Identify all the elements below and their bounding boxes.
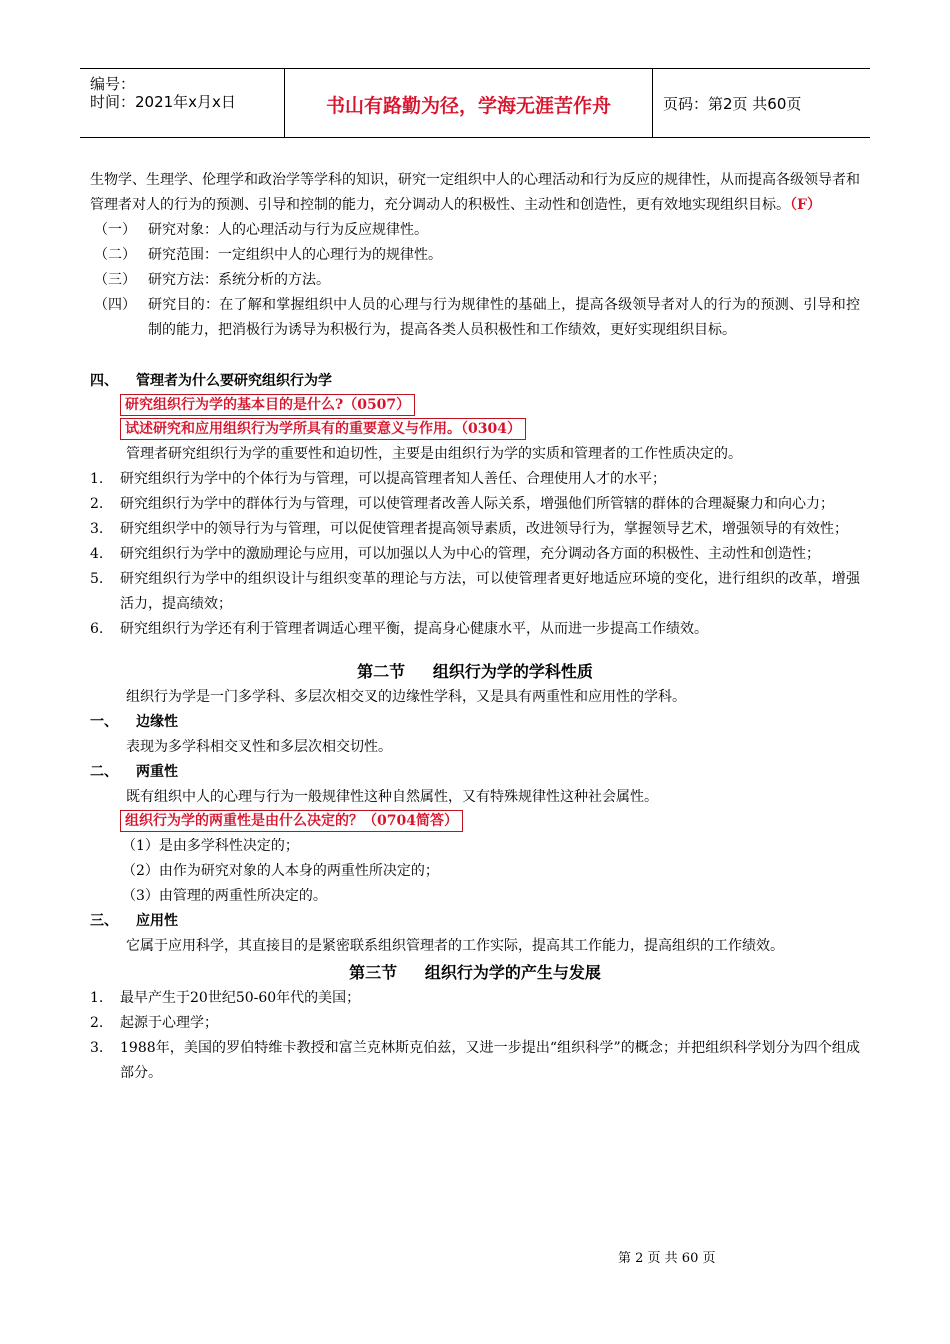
heading-label: 二、 <box>90 764 118 780</box>
list-item-label: 6. <box>90 621 104 637</box>
subsection-heading <box>90 909 860 934</box>
question-box <box>90 418 860 442</box>
list-item-text: 研究方法：系统分析的方法。 <box>148 272 330 288</box>
list-item-text: 研究目的：在了解和掌握组织中人员的心理与行为规律性的基础上，提高各级领导者对人的行为的预测、引导和控制的能力，把消极行为诱导为积极行为，提高各类人员积极性和工作绩效，更好实现组织目标。 <box>148 297 860 338</box>
subsection-text: 表现为多学科相交叉性和多层次相交切性。 <box>126 739 392 755</box>
list-item-text: 研究组织行为学中的组织设计与组织变革的理论与方法，可以使管理者更好地适应环境的变化，进行组织的改革，增强活力，提高绩效； <box>120 571 860 612</box>
list-item-text: 研究组织行为学还有利于管理者调适心理平衡，提高身心健康水平，从而进一步提高工作绩效。 <box>120 621 708 637</box>
list-item-label: 2. <box>90 1015 104 1031</box>
list-item-label: 2. <box>90 496 104 512</box>
list-item <box>90 517 860 542</box>
list-item-text: 研究组织行为学中的个体行为与管理，可以提高管理者知人善任、合理使用人才的水平； <box>120 471 666 487</box>
list-item <box>90 467 860 492</box>
list-item <box>90 268 860 293</box>
list-item <box>90 617 860 642</box>
page-content <box>90 168 860 1086</box>
list-item-label: 3. <box>90 1040 104 1056</box>
list-item-label: 1. <box>90 990 104 1006</box>
heading-label: 三、 <box>90 913 118 929</box>
list-item: （2）由作为研究对象的人本身的两重性所决定的； <box>122 863 439 879</box>
section-title: 第三节 组织行为学的产生与发展 <box>349 963 601 982</box>
question-text: 组织行为学的两重性是由什么决定的？（0704简答） <box>120 810 463 832</box>
section-heading-four <box>90 369 860 394</box>
list-item: （1）是由多学科性决定的； <box>122 838 299 854</box>
heading-title: 管理者为什么要研究组织行为学 <box>136 373 332 389</box>
heading-title: 两重性 <box>136 764 178 780</box>
list-item: （3）由管理的两重性所决定的。 <box>122 888 327 904</box>
header-page-number: 页码：第2页 共60页 <box>663 95 802 113</box>
header-page-cell <box>653 69 870 137</box>
section-title: 第二节 组织行为学的学科性质 <box>357 662 593 681</box>
research-list <box>90 218 860 343</box>
section-intro: 组织行为学是一门多学科、多层次相交叉的边缘性学科，又是具有两重性和应用性的学科。 <box>126 689 686 705</box>
list-item-label: 5. <box>90 571 104 587</box>
subsection-heading <box>90 760 860 785</box>
list-item-text: 研究范围：一定组织中人的心理行为的规律性。 <box>148 247 442 263</box>
header-meta-cell <box>80 69 285 137</box>
page-footer: 第 2 页 共 60 页 <box>618 1251 716 1266</box>
list-item-text: 研究对象：人的心理活动与行为反应规律性。 <box>148 222 428 238</box>
list-item <box>90 1011 860 1036</box>
list-item-text: 最早产生于20世纪50-60年代的美国； <box>120 990 361 1006</box>
heading-label: 一、 <box>90 714 118 730</box>
list-item <box>90 567 860 617</box>
list-item <box>90 542 860 567</box>
subsection-text: 既有组织中人的心理与行为一般规律性这种自然属性，又有特殊规律性这种社会属性。 <box>126 789 658 805</box>
subsection-heading <box>90 710 860 735</box>
list-item-text: 研究组织行为学中的激励理论与应用，可以加强以人为中心的管理，充分调动各方面的积极性、主动性和创造性； <box>120 546 820 562</box>
heading-title: 应用性 <box>136 913 178 929</box>
list-item-label: （三） <box>94 272 136 288</box>
list-item <box>90 492 860 517</box>
header-time: 时间：2021年x月x日 <box>90 93 236 111</box>
subsection-text: 它属于应用科学，其直接目的是紧密联系组织管理者的工作实际，提高其工作能力，提高组织的工作绩效。 <box>126 938 784 954</box>
list-item-text: 起源于心理学； <box>120 1015 218 1031</box>
question-box <box>90 810 860 834</box>
list-item <box>90 243 860 268</box>
list-item <box>90 293 860 343</box>
question-box <box>90 394 860 418</box>
list-item-label: （一） <box>94 222 136 238</box>
heading-title: 边缘性 <box>136 714 178 730</box>
intro-paragraph <box>90 168 860 218</box>
list-item-label: 4. <box>90 546 104 562</box>
importance-list <box>90 467 860 642</box>
list-item <box>90 986 860 1011</box>
list-item-label: （二） <box>94 247 136 263</box>
list-item-label: 1. <box>90 471 104 487</box>
list-item-label: （四） <box>94 297 136 313</box>
list-item <box>90 1036 860 1086</box>
question-text: 研究组织行为学的基本目的是什么?（0507） <box>120 394 415 416</box>
list-item-text: 研究组织行为学中的群体行为与管理，可以使管理者改善人际关系，增强他们所管辖的群体的合理凝聚力和向心力； <box>120 496 834 512</box>
list-item <box>90 218 860 243</box>
header-motto-cell <box>285 69 653 137</box>
header-code: 编号： <box>90 75 136 93</box>
list-item-text: 研究组织学中的领导行为与管理，可以促使管理者提高领导素质，改进领导行为，掌握领导艺术，增强领导的有效性； <box>120 521 848 537</box>
question-text: 试述研究和应用组织行为学所具有的重要意义与作用。（0304） <box>120 418 526 440</box>
list-item-text: 1988年，美国的罗伯特维卡教授和富兰克林斯克伯兹，又进一步提出“组织科学”的概念；并把组织科学划分为四个组成部分。 <box>120 1040 860 1081</box>
answer-mark: （F） <box>790 197 821 213</box>
history-list <box>90 986 860 1086</box>
document-header <box>80 68 870 138</box>
intro-text: 生物学、生理学、伦理学和政治学等学科的知识，研究一定组织中人的心理活动和行为反应的规律性，从而提高各级领导者和管理者对人的行为的预测、引导和控制的能力，充分调动人的积极性、主动性和创造性，更有效地实现组织目标。 <box>90 172 860 213</box>
list-item-label: 3. <box>90 521 104 537</box>
section4-intro: 管理者研究组织行为学的重要性和迫切性，主要是由组织行为学的实质和管理者的工作性质决定的。 <box>126 446 742 462</box>
header-motto: 书山有路勤为径，学海无涯苦作舟 <box>325 95 611 117</box>
heading-label: 四、 <box>90 373 118 389</box>
